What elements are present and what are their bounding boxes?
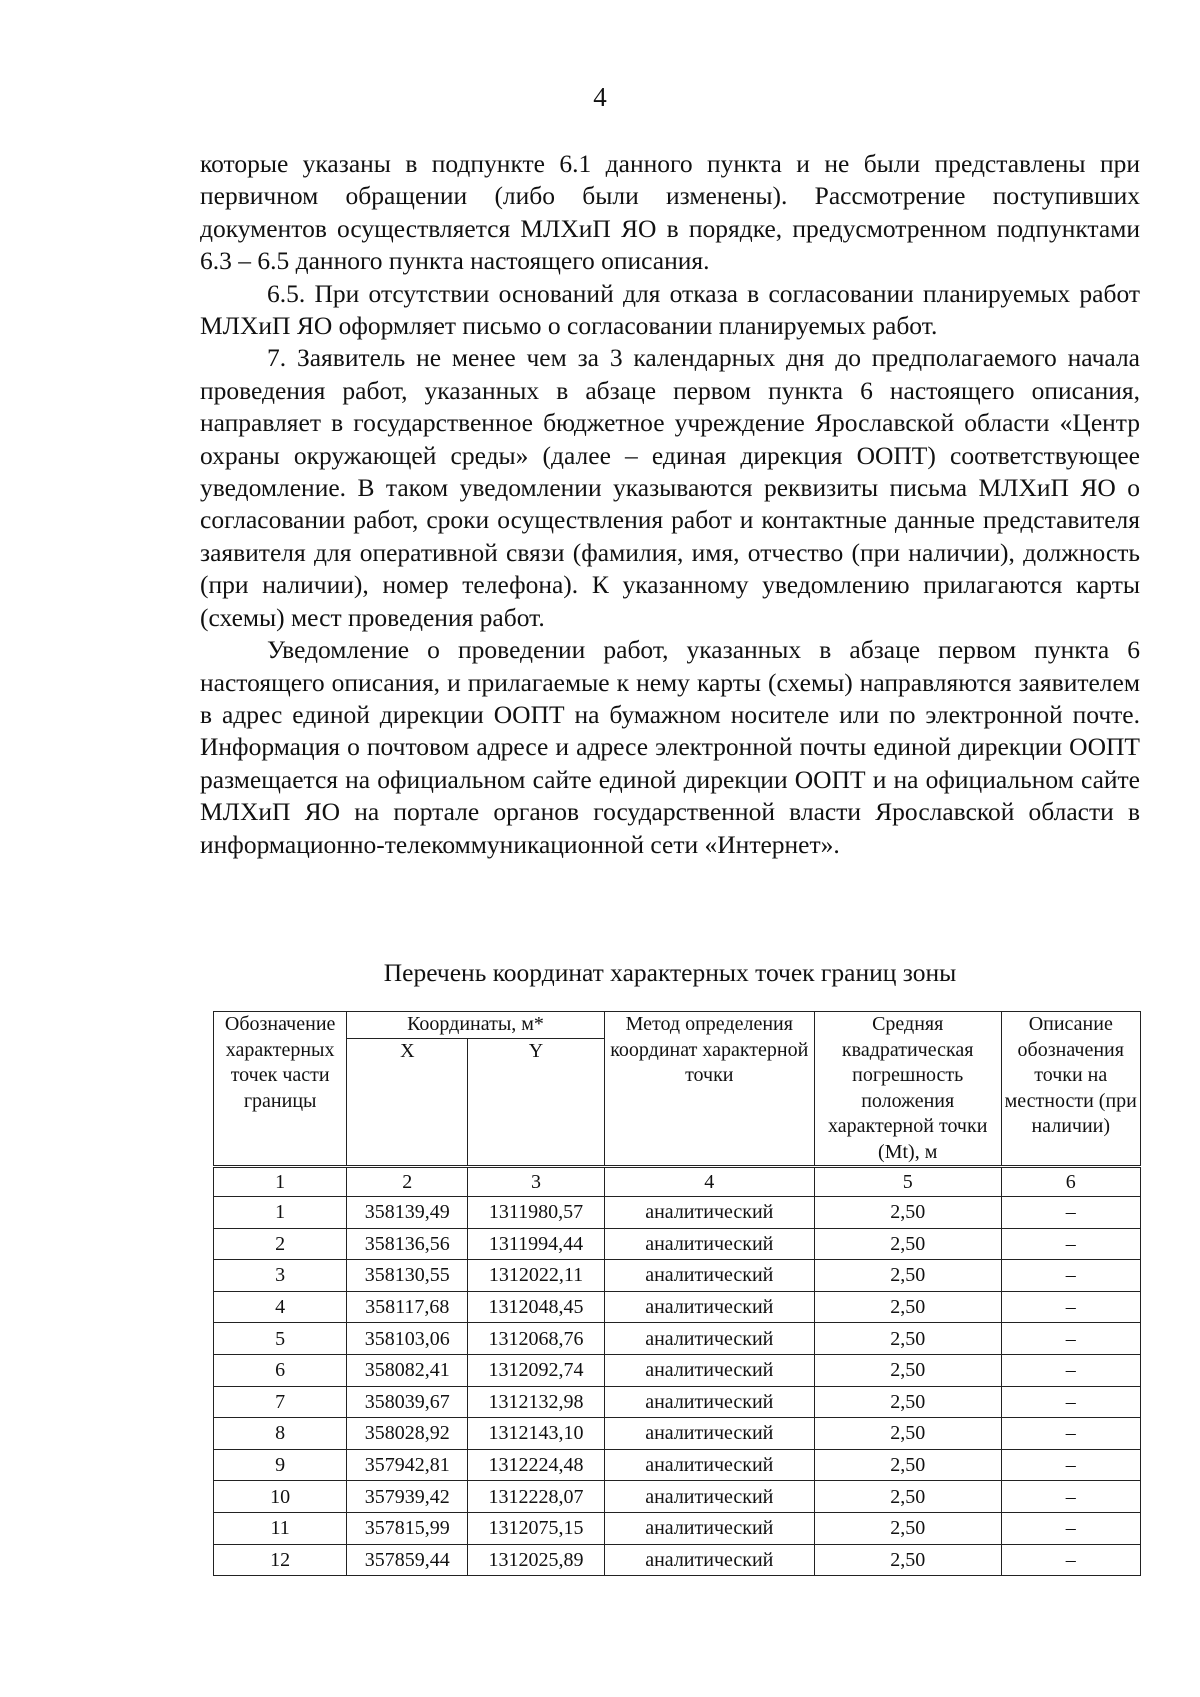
point-number: 5 <box>214 1323 347 1355</box>
coordinate-x: 358103,06 <box>347 1323 468 1355</box>
error-value: 2,50 <box>814 1544 1001 1576</box>
coordinate-y: 1312132,98 <box>468 1386 604 1418</box>
description: – <box>1001 1197 1140 1229</box>
table-row <box>214 1512 1141 1544</box>
error-value: 2,50 <box>814 1386 1001 1418</box>
error-value: 2,50 <box>814 1481 1001 1513</box>
method: аналитический <box>604 1354 814 1386</box>
point-number: 8 <box>214 1418 347 1450</box>
point-number: 12 <box>214 1544 347 1576</box>
table-row <box>214 1291 1141 1323</box>
error-value: 2,50 <box>814 1197 1001 1229</box>
table-header-row <box>214 1012 1141 1039</box>
table-row <box>214 1323 1141 1355</box>
coordinate-x: 358136,56 <box>347 1228 468 1260</box>
coordinate-y: 1312048,45 <box>468 1291 604 1323</box>
method: аналитический <box>604 1481 814 1513</box>
coordinate-y: 1312228,07 <box>468 1481 604 1513</box>
error-value: 2,50 <box>814 1418 1001 1450</box>
method: аналитический <box>604 1197 814 1229</box>
coordinate-y: 1312075,15 <box>468 1512 604 1544</box>
error-value: 2,50 <box>814 1354 1001 1386</box>
error-value: 2,50 <box>814 1449 1001 1481</box>
coordinate-x: 357939,42 <box>347 1481 468 1513</box>
header-coordinates: Координаты, м* <box>347 1012 604 1039</box>
paragraph-continuation: которые указаны в подпункте 6.1 данного пункта и не были представлены при первичном обращении (либо были изменены). Рассмотрение поступивших документов осуществляется МЛХиП ЯО в порядке, предусмотренном подпунктами 6.3 – 6.5 данного пункта настоящего описания. <box>200 149 1140 276</box>
description: – <box>1001 1386 1140 1418</box>
point-number: 11 <box>214 1512 347 1544</box>
paragraph-7: 7. Заявитель не менее чем за 3 календарных дня до предполагаемого начала проведения работ, указанных в абзаце первом пункта 6 настоящего описания, направляет в государственное бюджетное учреждение Ярославской области «Центр охраны окружающей среды» (далее – единая дирекция ООПТ) соответствующее уведомление. В таком уведомлении указываются реквизиты письма МЛХиП ЯО о согласовании работ, сроки осуществления работ и контактные данные представителя заявителя для оперативной связи (фамилия, имя, отчество (при наличии), должность (при наличии), номер телефона). К указанному уведомлению прилагаются карты (схемы) мест проведения работ. <box>200 343 1140 632</box>
error-value: 2,50 <box>814 1291 1001 1323</box>
coordinate-x: 358028,92 <box>347 1418 468 1450</box>
table-row <box>214 1197 1141 1229</box>
paragraph-notification: Уведомление о проведении работ, указанных в абзаце первом пункта 6 настоящего описания, и прилагаемые к нему карты (схемы) направляются заявителем в адрес единой дирекции ООПТ на бумажном носителе или по электронной почте. Информация о почтовом адресе и адресе электронной почты единой дирекции ООПТ размещается на официальном сайте единой дирекции ООПТ и на официальном сайте МЛХиП ЯО на портале органов государственной власти Ярославской области в информационно-телекоммуникационной сети «Интернет». <box>200 635 1140 859</box>
method: аналитический <box>604 1260 814 1292</box>
method: аналитический <box>604 1449 814 1481</box>
coordinate-x: 358082,41 <box>347 1354 468 1386</box>
table-row <box>214 1481 1141 1513</box>
coordinate-x: 358117,68 <box>347 1291 468 1323</box>
table-row <box>214 1544 1141 1576</box>
point-number: 1 <box>214 1197 347 1229</box>
description: – <box>1001 1323 1140 1355</box>
table-row <box>214 1418 1141 1450</box>
point-number: 3 <box>214 1260 347 1292</box>
point-number: 4 <box>214 1291 347 1323</box>
method: аналитический <box>604 1228 814 1260</box>
description: – <box>1001 1291 1140 1323</box>
coordinate-x: 357815,99 <box>347 1512 468 1544</box>
method: аналитический <box>604 1291 814 1323</box>
coordinate-y: 1312025,89 <box>468 1544 604 1576</box>
point-number: 7 <box>214 1386 347 1418</box>
description: – <box>1001 1481 1140 1513</box>
coordinate-x: 358039,67 <box>347 1386 468 1418</box>
coordinate-x: 358139,49 <box>347 1197 468 1229</box>
coordinate-y: 1311994,44 <box>468 1228 604 1260</box>
header-description: Описание обозначения точки на местности (при наличии) <box>1001 1012 1140 1167</box>
description: – <box>1001 1354 1140 1386</box>
table-row <box>214 1354 1141 1386</box>
point-number: 9 <box>214 1449 347 1481</box>
method: аналитический <box>604 1544 814 1576</box>
description: – <box>1001 1418 1140 1450</box>
coordinate-x: 357859,44 <box>347 1544 468 1576</box>
column-number-row <box>214 1167 1141 1197</box>
page-number: 4 <box>593 82 607 112</box>
point-number: 10 <box>214 1481 347 1513</box>
coordinate-y: 1312068,76 <box>468 1323 604 1355</box>
column-number: 2 <box>347 1167 468 1197</box>
method: аналитический <box>604 1323 814 1355</box>
header-y: Y <box>468 1039 604 1167</box>
table-row <box>214 1449 1141 1481</box>
method: аналитический <box>604 1386 814 1418</box>
description: – <box>1001 1449 1140 1481</box>
coordinate-y: 1312224,48 <box>468 1449 604 1481</box>
coordinate-y: 1312143,10 <box>468 1418 604 1450</box>
error-value: 2,50 <box>814 1512 1001 1544</box>
table-title: Перечень координат характерных точек границ зоны <box>383 958 957 987</box>
header-designation: Обозначение характерных точек части границы <box>214 1012 347 1167</box>
description: – <box>1001 1544 1140 1576</box>
description: – <box>1001 1228 1140 1260</box>
column-number: 4 <box>604 1167 814 1197</box>
header-method: Метод определения координат характерной точки <box>604 1012 814 1167</box>
coordinate-y: 1312092,74 <box>468 1354 604 1386</box>
header-error: Средняя квадратическая погрешность положения характерной точки (Mt), м <box>814 1012 1001 1167</box>
column-number: 6 <box>1001 1167 1140 1197</box>
error-value: 2,50 <box>814 1260 1001 1292</box>
coordinate-x: 357942,81 <box>347 1449 468 1481</box>
table-row <box>214 1386 1141 1418</box>
description: – <box>1001 1512 1140 1544</box>
document-body <box>200 148 1140 861</box>
table-row <box>214 1228 1141 1260</box>
coordinate-y: 1312022,11 <box>468 1260 604 1292</box>
description: – <box>1001 1260 1140 1292</box>
point-number: 2 <box>214 1228 347 1260</box>
method: аналитический <box>604 1512 814 1544</box>
coordinates-table <box>213 1011 1141 1576</box>
paragraph-6-5: 6.5. При отсутствии оснований для отказа в согласовании планируемых работ МЛХиП ЯО оформляет письмо о согласовании планируемых работ. <box>200 278 1140 341</box>
error-value: 2,50 <box>814 1228 1001 1260</box>
coordinate-y: 1311980,57 <box>468 1197 604 1229</box>
coordinate-x: 358130,55 <box>347 1260 468 1292</box>
column-number: 1 <box>214 1167 347 1197</box>
header-x: X <box>347 1039 468 1167</box>
method: аналитический <box>604 1418 814 1450</box>
error-value: 2,50 <box>814 1323 1001 1355</box>
point-number: 6 <box>214 1354 347 1386</box>
table-row <box>214 1260 1141 1292</box>
column-number: 3 <box>468 1167 604 1197</box>
column-number: 5 <box>814 1167 1001 1197</box>
